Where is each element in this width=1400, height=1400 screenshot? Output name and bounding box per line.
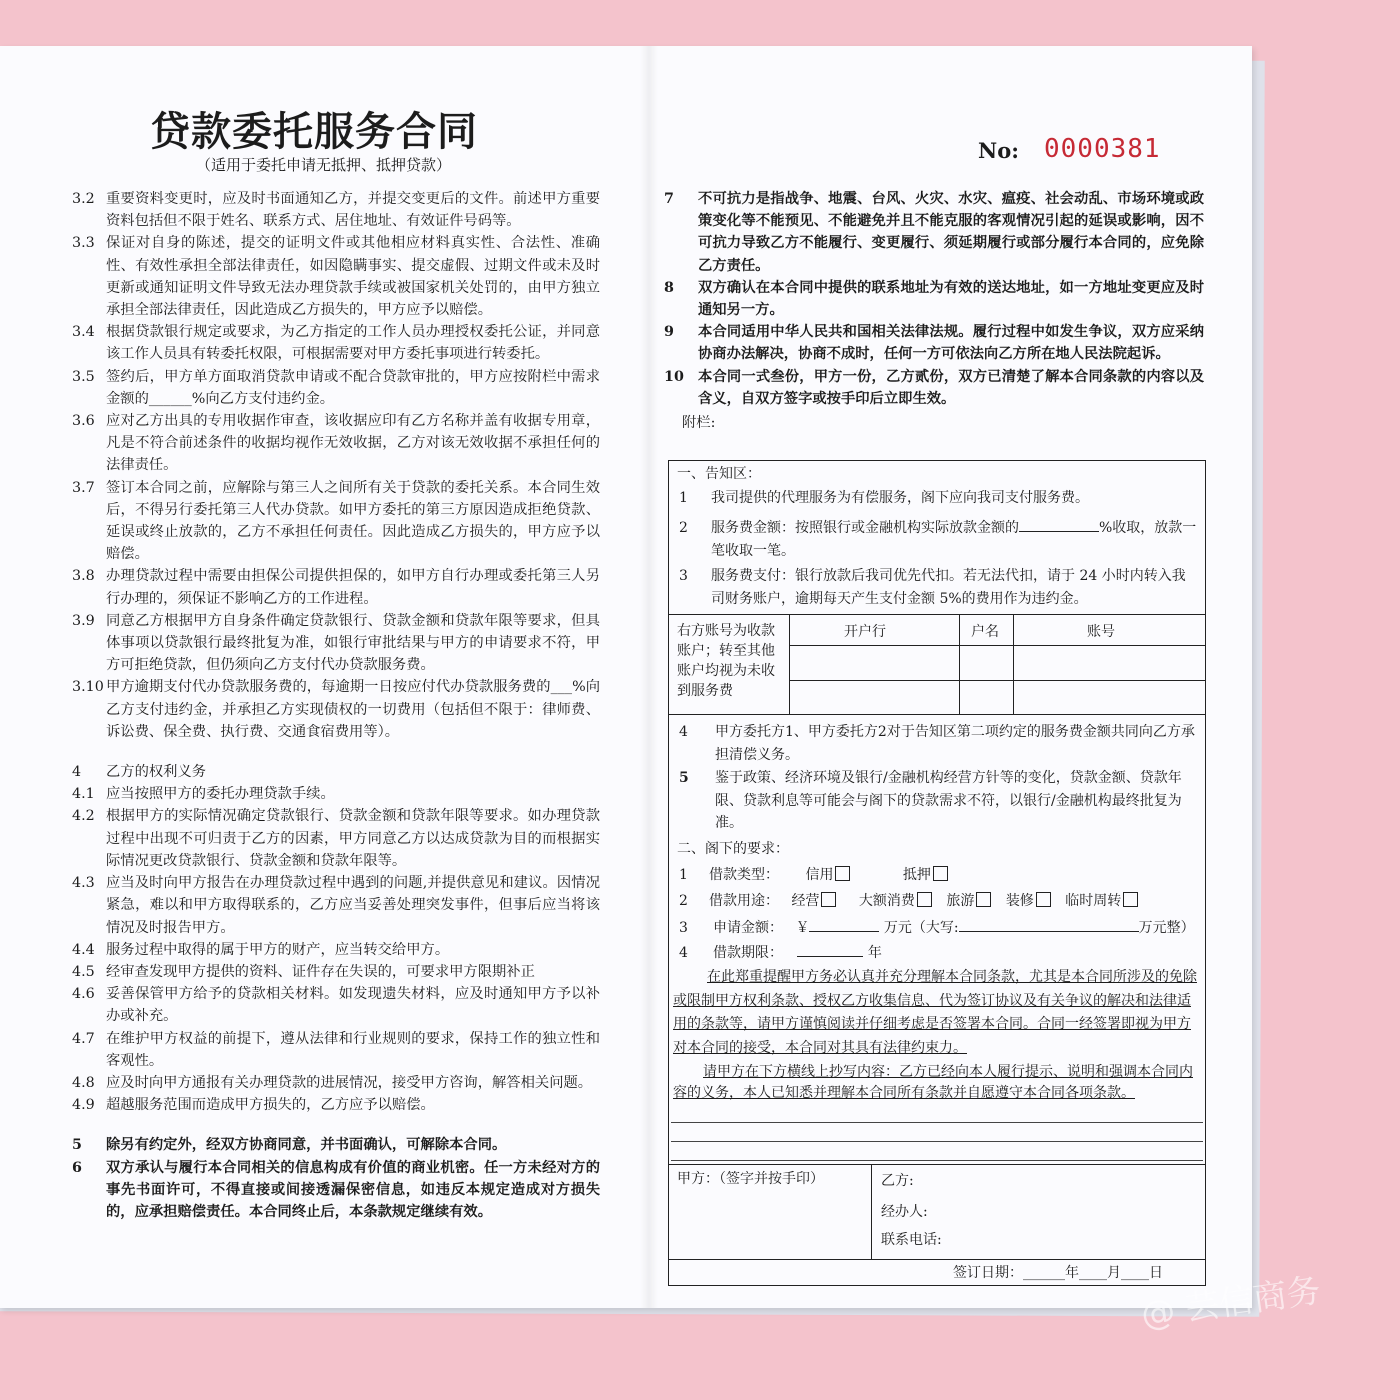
agent-label: 经办人: bbox=[881, 1204, 928, 1220]
page-title: 贷款委托服务合同 bbox=[150, 108, 478, 155]
clause-4-4 bbox=[72, 939, 600, 961]
clause-9 bbox=[664, 321, 1204, 365]
amount-label: 申请金额： bbox=[713, 920, 783, 936]
section-gap bbox=[72, 1116, 600, 1134]
clause-number: 3.6 bbox=[72, 413, 95, 430]
use-business-checkbox[interactable] bbox=[821, 892, 836, 907]
credit-checkbox[interactable] bbox=[835, 866, 850, 881]
fee-rate-text: 服务费金额：按照银行或金融机构实际放款金额的 bbox=[711, 520, 1019, 536]
section-gap bbox=[72, 743, 600, 761]
annex-label: 附栏: bbox=[682, 415, 716, 432]
mortgage-label: 抵押 bbox=[902, 867, 931, 883]
amount-words-blank[interactable] bbox=[959, 917, 1139, 932]
sign-date: 签订日期：______年____月____日 bbox=[953, 1265, 1163, 1281]
copy-lines[interactable] bbox=[671, 1104, 1203, 1161]
loan-type-label: 借款类型： bbox=[709, 867, 779, 883]
clause-text: 经审查发现甲方提供的资料、证件存在失误的，可要求甲方限期补正 bbox=[106, 963, 535, 980]
clause-text: 乙方的权利义务 bbox=[106, 764, 207, 781]
clause-number: 5 bbox=[72, 1137, 82, 1154]
clause-text: 妥善保管甲方给予的贷款相关材料。如发现遗失材料，应及时通知甲方予以补办或补充。 bbox=[106, 986, 600, 1025]
clause-3-8 bbox=[72, 565, 600, 609]
request-heading: 二、阁下的要求： bbox=[677, 841, 789, 857]
col-bank: 开户行 bbox=[844, 624, 886, 640]
term-year: 年 bbox=[867, 945, 882, 961]
use-turnover-label: 临时周转 bbox=[1065, 893, 1122, 909]
legal-reminder: 在此郑重提醒甲方务必认真并充分理解本合同条款，尤其是本合同所涉及的免除或限制甲方权利条款、授权乙方收集信息、代为签订协议及有关争议的解决和法律适用的条款等，请甲方谨慎阅读并仔细考虑是否签署本合同。合同一经签署即视为甲方对本合同的接受，本合同对其具有法律约束力。 bbox=[673, 969, 1197, 1056]
clause-text: 根据甲方的实际情况确定贷款银行、贷款金额和贷款年限等要求。如办理贷款过程中出现不可归责于乙方的因素，甲方同意乙方以达成贷款为目的而根据实际情况更改贷款银行、贷款金额和贷款年限等。 bbox=[106, 808, 600, 869]
clause-number: 3.4 bbox=[72, 324, 95, 341]
fee-rate-blank[interactable] bbox=[1019, 517, 1099, 532]
clause-6 bbox=[72, 1157, 600, 1224]
use-travel-label: 旅游 bbox=[946, 893, 975, 909]
clause-number: 6 bbox=[72, 1159, 82, 1176]
clause-10 bbox=[664, 366, 1204, 410]
clause-text: 在维护甲方权益的前提下，遵从法律和行业规则的要求，保持工作的独立性和客观性。 bbox=[106, 1030, 600, 1069]
clause-4 bbox=[72, 761, 600, 783]
serial-label: No: bbox=[978, 138, 1019, 163]
clause-number: 3.10 bbox=[72, 679, 104, 696]
clause-number: 4.1 bbox=[72, 786, 95, 803]
clause-number: 4 bbox=[72, 764, 82, 781]
clause-5 bbox=[72, 1134, 600, 1156]
use-turnover-checkbox[interactable] bbox=[1123, 892, 1138, 907]
clause-number: 4.5 bbox=[72, 963, 95, 980]
clause-4-6 bbox=[72, 983, 600, 1027]
notice-num-1: 1 bbox=[679, 490, 688, 506]
notice-item-3: 服务费支付：银行放款后我司优先代扣。若无法代扣，请于 24 小时内转入我司财务账户，逾期每天产生支付金额 5%的费用作为违约金。 bbox=[711, 568, 1186, 607]
credit-label: 信用 bbox=[805, 867, 834, 883]
clause-3-4 bbox=[72, 321, 600, 365]
clause-number: 8 bbox=[664, 279, 674, 296]
clause-text: 应当及时向甲方报告在办理贷款过程中遇到的问题,并提供意见和建议。因情况紧急，难以和甲方取得联系的，乙方应当妥善处理突发事件，但事后应当将该情况及时报告甲方。 bbox=[106, 875, 600, 936]
amount-unit: 万元（大写: bbox=[883, 920, 959, 936]
clause-number: 4.2 bbox=[72, 808, 95, 825]
clause-number: 7 bbox=[664, 191, 674, 207]
clause-7 bbox=[664, 188, 1204, 277]
clause-number: 4.9 bbox=[72, 1097, 95, 1114]
clause-text: 根据贷款银行规定或要求，为乙方指定的工作人员办理授权委托公证，并同意该工作人员具有转委托权限，可根据需要对甲方委托事项进行转委托。 bbox=[106, 324, 600, 363]
clause-text: 双方确认在本合同中提供的联系地址为有效的送达地址，如一方地址变更应及时通知另一方。 bbox=[698, 279, 1204, 319]
clause-3-5 bbox=[72, 366, 600, 410]
term-label: 借款期限： bbox=[713, 945, 783, 961]
clause-3-9 bbox=[72, 610, 600, 677]
amount-row bbox=[713, 917, 1195, 940]
page-subtitle: （适用于委托申请无抵押、抵押贷款） bbox=[196, 156, 452, 174]
copy-instruction: 请甲方在下方横线上抄写内容：乙方已经向本人履行提示、说明和强调本合同内容的义务，本人已知悉并理解本合同所有条款并自愿遵守本合同各项条款。 bbox=[673, 1064, 1193, 1101]
clause-number: 3.7 bbox=[72, 479, 95, 496]
notice-item-4: 甲方委托方1、甲方委托方2对于告知区第二项约定的服务费金额共同向乙方承担清偿义务。 bbox=[715, 724, 1195, 763]
col-account-name: 户名 bbox=[971, 624, 999, 640]
loan-use-row bbox=[709, 890, 1142, 913]
clause-text: 同意乙方根据甲方自身条件确定贷款银行、贷款金额和贷款年限等要求，但具体事项以贷款银行最终批复为准，如银行审批结果与甲方的申请要求不符，甲方可拒绝贷款，但仍须向乙方支付代办贷款服务费。 bbox=[106, 612, 600, 674]
clause-number: 4.7 bbox=[72, 1030, 95, 1047]
use-renovation-checkbox[interactable] bbox=[1036, 892, 1051, 907]
clause-text: 签订本合同之前，应解除与第三人之间所有关于贷款的委托关系。本合同生效后，不得另行委托第三人代办贷款。如甲方委托的第三方原因造成拒绝贷款、延误或终止放款的，乙方不承担任何责任。因此造成乙方损失的，甲方应予以赔偿。 bbox=[106, 479, 600, 563]
party-b-label: 乙方: bbox=[881, 1173, 914, 1189]
use-renovation-label: 装修 bbox=[1005, 893, 1034, 909]
clause-text: 办理贷款过程中需要由担保公司提供担保的，如甲方自行办理或委托第三人另行办理的，须保证不影响乙方的工作进程。 bbox=[106, 568, 600, 607]
clause-text: 签约后，甲方单方面取消贷款申请或不配合贷款审批的，甲方应按附栏中需求金额的______%向乙方支付违约金。 bbox=[106, 368, 600, 407]
clause-4-8 bbox=[72, 1072, 600, 1094]
clause-4-7 bbox=[72, 1028, 600, 1072]
clause-3-10 bbox=[72, 676, 600, 743]
term-row bbox=[713, 942, 882, 965]
clause-text: 本合同适用中华人民共和国相关法律法规。履行过程中如发生争议，双方应采纳协商办法解决，协商不成时，任何一方可依法向乙方所在地人民法院起诉。 bbox=[698, 324, 1204, 363]
clause-number: 3.2 bbox=[72, 191, 95, 207]
clause-number: 4.8 bbox=[72, 1074, 95, 1091]
clause-text: 双方承认与履行本合同相关的信息构成有价值的商业机密。任一方未经对方的事先书面许可，不得直接或间接透漏保密信息，如违反本规定造成对方损失的，应承担赔偿责任。本合同终止后，本条款规定继续有效。 bbox=[106, 1159, 600, 1220]
notice-num-3: 3 bbox=[679, 568, 688, 584]
clause-number: 10 bbox=[664, 368, 684, 385]
req-num-1: 1 bbox=[679, 867, 688, 883]
clause-text: 服务过程中取得的属于甲方的财产，应当转交给甲方。 bbox=[106, 941, 450, 958]
notice-item-2 bbox=[711, 517, 1201, 562]
notice-num-5: 5 bbox=[679, 770, 689, 786]
notice-num-4: 4 bbox=[679, 724, 688, 740]
clause-text: 甲方逾期支付代办贷款服务费的，每逾期一日按应付代办贷款服务费的___%向乙方支付违约金，并承担乙方实现债权的一切费用（包括但不限于：律师费、诉讼费、保全费、执行费、交通食宿费用等）。 bbox=[106, 679, 600, 740]
clause-text: 本合同一式叁份，甲方一份，乙方贰份，双方已清楚了解本合同条款的内容以及含义，自双方签字或按手印后立即生效。 bbox=[698, 368, 1204, 407]
clause-3-7 bbox=[72, 477, 600, 566]
amount-blank[interactable] bbox=[809, 917, 879, 932]
clause-text: 应当按照甲方的委托办理贷款手续。 bbox=[106, 786, 335, 803]
clause-text: 不可抗力是指战争、地震、台风、火灾、水灾、瘟疫、社会动乱、市场环境或政策变化等不能预见、不能避免并且不能克服的客观情况引起的延误或影响，因不可抗力导致乙方不能履行、变更履行、须延期履行或部分履行本合同的，应免除乙方责任。 bbox=[698, 191, 1204, 274]
clause-number: 3.5 bbox=[72, 368, 95, 385]
fee-rate-suffix: %收取，放款一笔收取一笔。 bbox=[711, 520, 1197, 559]
loan-use-label: 借款用途： bbox=[709, 893, 779, 909]
clause-4-2 bbox=[72, 805, 600, 872]
clause-text: 应及时向甲方通报有关办理贷款的进展情况，接受甲方咨询，解答相关问题。 bbox=[106, 1074, 593, 1091]
center-fold bbox=[640, 46, 658, 1308]
amount-unit-end: 万元整） bbox=[1138, 920, 1195, 936]
req-num-2: 2 bbox=[679, 893, 688, 909]
clause-8 bbox=[664, 277, 1204, 321]
term-blank[interactable] bbox=[797, 942, 863, 957]
clause-text: 应对乙方出具的专用收据作审查，该收据应印有乙方名称并盖有收据专用章，凡是不符合前述条件的收据均视作无效收据，乙方对该无效收据不承担任何的法律责任。 bbox=[106, 413, 600, 474]
account-note: 右方账号为收款账户；转至其他账户均视为未收到服务费 bbox=[677, 623, 775, 699]
notice-item-5: 鉴于政策、经济环境及银行/金融机构经营方针等的变化，贷款金额、贷款年限、贷款利息等可能会与阁下的贷款需求不符，以银行/金融机构最终批复为准。 bbox=[715, 770, 1182, 831]
notice-heading: 一、告知区： bbox=[677, 466, 761, 482]
clause-3-2 bbox=[72, 188, 600, 232]
clause-4-9 bbox=[72, 1094, 600, 1116]
loan-type-row bbox=[709, 864, 952, 887]
party-a-sign: 甲方：（签字并按手印） bbox=[677, 1171, 824, 1187]
clause-3-3 bbox=[72, 232, 600, 321]
use-travel-checkbox[interactable] bbox=[976, 892, 991, 907]
mortgage-checkbox[interactable] bbox=[933, 866, 948, 881]
clause-number: 3.9 bbox=[72, 612, 95, 629]
clause-number: 4.4 bbox=[72, 941, 95, 958]
notice-item-1: 我司提供的代理服务为有偿服务，阁下应向我司支付服务费。 bbox=[711, 490, 1089, 506]
notice-num-2: 2 bbox=[679, 520, 688, 536]
phone-label: 联系电话: bbox=[881, 1232, 942, 1248]
clause-3-6 bbox=[72, 410, 600, 477]
clause-4-3 bbox=[72, 872, 600, 939]
clause-4-5 bbox=[72, 961, 600, 983]
clause-number: 3.8 bbox=[72, 568, 95, 585]
clause-text: 除另有约定外，经双方协商同意，并书面确认，可解除本合同。 bbox=[106, 1137, 507, 1154]
clause-number: 9 bbox=[664, 324, 674, 341]
clause-text: 重要资料变更时，应及时书面通知乙方，并提交变更后的文件。前述甲方重要资料包括但不限于姓名、联系方式、居住地址、有效证件号码等。 bbox=[106, 191, 600, 230]
clause-text: 保证对自身的陈述，提交的证明文件或其他相应材料真实性、合法性、准确性、有效性承担全部法律责任，如因隐瞒事实、提交虚假、过期文件或未及时更新或通知证明文件导致无法办理贷款手续或被国家机关处罚的，由甲方独立承担全部法律责任，因此造成乙方损失的，甲方应予以赔偿。 bbox=[106, 235, 600, 319]
clause-4-1 bbox=[72, 783, 600, 805]
yen-sign: ￥ bbox=[795, 920, 810, 936]
use-business-label: 经营 bbox=[791, 893, 820, 909]
clause-text: 超越服务范围而造成甲方损失的，乙方应予以赔偿。 bbox=[106, 1097, 435, 1114]
clause-number: 4.6 bbox=[72, 986, 95, 1003]
clause-number: 4.3 bbox=[72, 875, 95, 892]
clause-number: 3.3 bbox=[72, 235, 95, 252]
use-consumption-label: 大额消费 bbox=[858, 893, 915, 909]
use-consumption-checkbox[interactable] bbox=[917, 892, 932, 907]
watermark: @ 芸信商务 bbox=[1138, 1270, 1324, 1336]
left-clauses bbox=[72, 188, 600, 1223]
req-num-4: 4 bbox=[679, 945, 688, 961]
req-num-3: 3 bbox=[679, 920, 688, 936]
serial-number: 0000381 bbox=[1044, 134, 1161, 164]
annex-box bbox=[668, 460, 1206, 1286]
right-clauses bbox=[664, 188, 1204, 437]
col-account-number: 账号 bbox=[1087, 624, 1115, 640]
